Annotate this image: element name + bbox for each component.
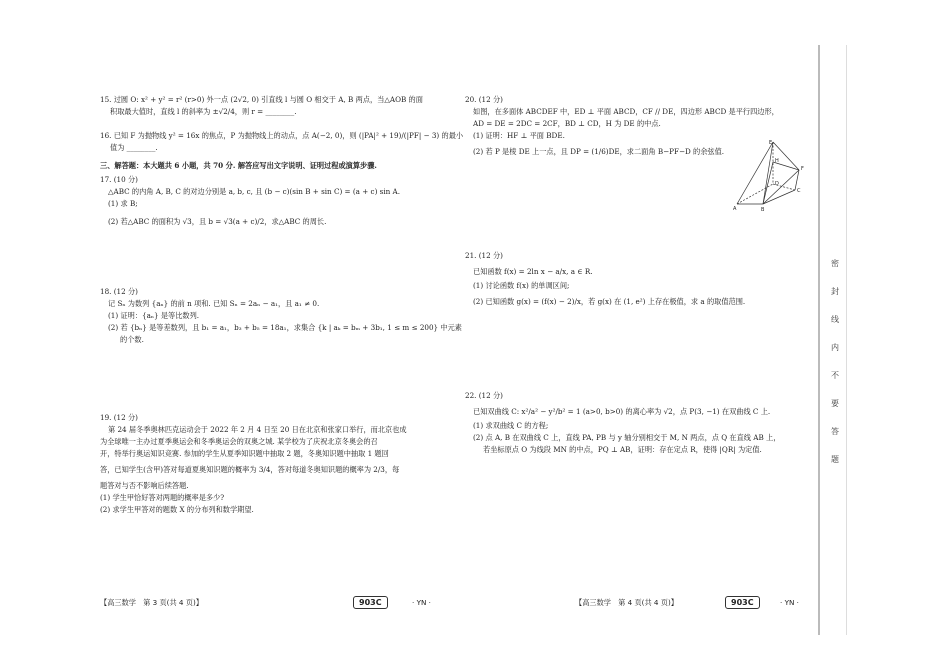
right-footer-code: 903C [725,596,760,609]
fig-label-E: E [769,140,773,146]
binding-line [818,45,820,635]
q20-line1: 如图，在多面体 ABCDEF 中，ED ⊥ 平面 ABCD，CF // DE，四边形 ABCD 是平行四边形， [473,107,779,116]
binding-char-7: 答 [831,427,839,436]
q21-header: 21. (12 分) [465,251,503,260]
q19-line5: 题答对与否不影响后续答题. [100,481,189,490]
q16-line1: 16. 已知 F 为抛物线 y² = 16x 的焦点，P 为抛物线上的动点，点 A(−2, 0)，则 (|PA|² + 19)/(|PF| − 3) 的最小 [100,131,464,140]
fig-label-F: F [801,166,804,172]
binding-char-1: 密 [831,259,839,268]
q19-line3: 开，特举行奥运知识竞赛. 参加的学生从夏季知识题中抽取 2 题，冬奥知识题中抽取 1 题回 [100,449,389,458]
fig-label-A: A [733,206,737,212]
q17-part1: (1) 求 B; [108,199,138,208]
q17-header: 17. (10 分) [100,175,138,184]
q21-stem: 已知函数 f(x) = 2ln x − a/x, a ∈ R. [473,267,593,276]
q15-line2: 积取最大值时，直线 l 的斜率为 ±√2/4，则 r = ________. [110,107,297,116]
binding-char-8: 题 [831,455,839,464]
q16-line2: 值为 ________. [110,143,158,152]
q20-line2: AD = DE = 2DC = 2CF，BD ⊥ CD，H 为 DE 的中点. [473,119,661,128]
q15-line1: 15. 过圆 O: x² + y² = r² (r>0) 外一点 (2√2, 0) 引直线 l 与圆 O 相交于 A, B 两点，当△AOB 的面 [100,95,423,104]
q18-stem: 记 Sₙ 为数列 {aₙ} 的前 n 项和. 已知 Sₙ = 2aₙ − a₁，且 a₁ ≠ 0. [108,299,320,308]
fig-label-D: D [775,181,779,187]
binding-char-6: 要 [831,399,839,408]
q20-part2: (2) 若 P 是棱 DE 上一点，且 DP = (1/6)DE，求二面角 B−PF−D 的余弦值. [473,147,725,156]
q19-line4: 答，已知学生(含甲)答对每道夏奥知识题的概率为 3/4，答对每道冬奥知识题的概率为 2/3，每 [100,465,400,474]
question-15 [100,94,435,118]
question-18 [100,286,462,346]
q22-stem: 已知双曲线 C: x²/a² − y²/b² = 1 (a>0, b>0) 的离心率为 √2，点 P(3, −1) 在双曲线 C 上. [473,407,771,416]
q18-header: 18. (12 分) [100,287,138,296]
q19-line1: 第 24 届冬季奥林匹克运动会于 2022 年 2 月 4 日至 20 日在北京和张家口举行，而北京也成 [108,425,407,434]
question-19 [100,412,435,516]
binding-char-3: 线 [831,315,839,324]
q19-line2: 为全球唯一主办过夏季奥运会和冬季奥运会的双奥之城. 某学校为了庆祝北京冬奥会的召 [100,437,378,446]
left-footer-page: 【高三数学 第 3 页(共 4 页)】 [100,598,203,607]
section-3-text: 三、解答题：本大题共 6 小题，共 70 分. 解答应写出文字说明、证明过程或演算步骤. [100,161,377,170]
binding-char-5: 不 [831,371,839,380]
q21-part1: (1) 讨论函数 f(x) 的单调区间; [473,281,570,290]
fig-label-B: B [761,207,765,213]
q21-part2: (2) 已知函数 g(x) = (f(x) − 2)/x，若 g(x) 在 (1, e²) 上存在极值，求 a 的取值范围. [473,297,746,306]
binding-char-2: 封 [831,287,839,296]
binding-char-4: 内 [831,343,839,352]
polyhedron-figure [725,140,810,215]
q18-part2b: 的个数. [120,335,144,344]
fig-label-H: H [775,158,779,164]
q22-part2: (2) 点 A, B 在双曲线 C 上，直线 PA, PB 与 y 轴分别相交于 M, N 两点，点 Q 在直线 AB 上， [473,433,781,442]
q17-part2: (2) 若△ABC 的面积为 √3，且 b = √3(a + c)/2，求△ABC 的周长. [108,217,327,226]
q20-part1: (1) 证明：HF ⊥ 平面 BDE. [473,131,565,140]
left-footer-code: 903C [353,596,388,609]
right-footer-page: 【高三数学 第 4 页(共 4 页)】 [575,598,678,607]
binding-warning [828,250,842,474]
question-22 [465,390,810,456]
q18-part1: (1) 证明：{aₙ} 是等比数列. [108,311,200,320]
section-3-heading [100,160,435,172]
question-21 [465,250,810,308]
q19-part2: (2) 求学生甲答对的题数 X 的分布列和数学期望. [100,505,254,514]
question-17 [100,174,435,228]
right-footer-yn: · YN · [780,598,799,607]
q19-header: 19. (12 分) [100,413,138,422]
q22-part1: (1) 求双曲线 C 的方程; [473,421,549,430]
left-footer-yn: · YN · [412,598,431,607]
q20-header: 20. (12 分) [465,95,503,104]
q22-part2b: 若坐标原点 O 为线段 MN 的中点，PQ ⊥ AB，证明：存在定点 R，使得 |QR| 为定值. [483,445,762,454]
question-16 [100,130,464,154]
q19-part1: (1) 学生甲恰好答对两题的概率是多少? [100,493,225,502]
fig-label-C: C [797,188,801,194]
q18-part2: (2) 若 {bₙ} 是等差数列，且 b₁ = a₁，b₃ + b₅ = 18a₁，求集合 {k | aₖ = bₘ + 3b₁, 1 ≤ m ≤ 200} 中元素 [108,323,462,332]
q17-stem: △ABC 的内角 A, B, C 的对边分别是 a, b, c, 且 (b − c)(sin B + sin C) = (a + c) sin A. [108,187,401,196]
q22-header: 22. (12 分) [465,391,503,400]
binding-line-outer [846,45,847,635]
